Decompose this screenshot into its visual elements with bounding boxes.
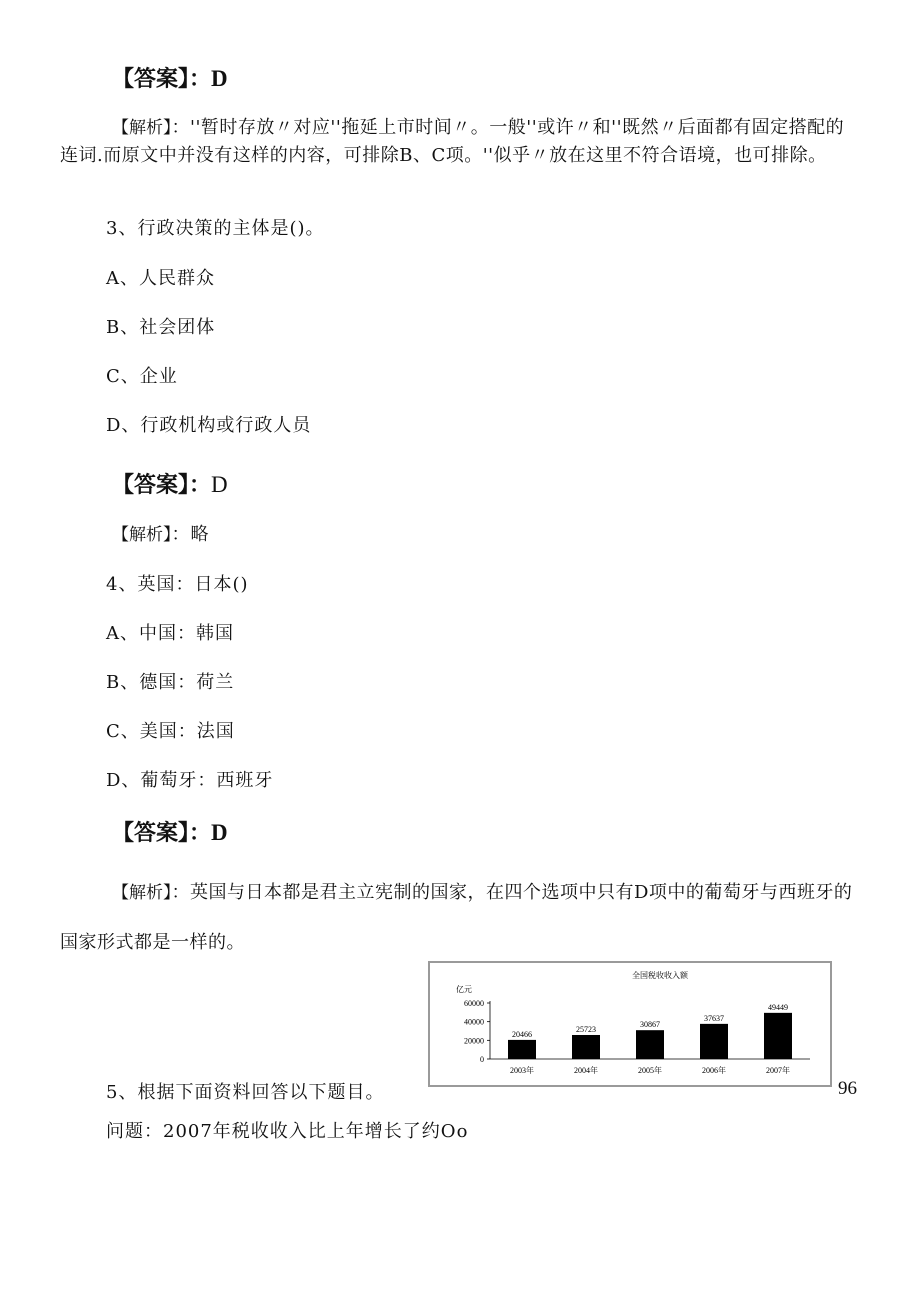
x-tick-label: 2006年 xyxy=(702,1066,726,1075)
answer-separator: ： xyxy=(189,473,212,498)
explain-label: 【解析】 xyxy=(112,118,172,138)
q4-answer xyxy=(112,816,228,847)
answer-value: D xyxy=(211,66,228,91)
bar-value-label: 30867 xyxy=(640,1020,660,1030)
q4-option-c: C、美国：法国 xyxy=(106,721,235,742)
bar-value-label: 37637 xyxy=(704,1013,724,1023)
x-tick-label: 2005年 xyxy=(638,1066,662,1075)
answer-label: 【答案】 xyxy=(112,67,190,92)
explain-text: ：''暂时存放〃对应''拖延上市时间〃。一般''或许〃和''既然〃后面都有固定搭配的连词.而原文中并没有这样的内容，可排除B、C项。''似乎〃放在这里不符合语境，也可排除。 xyxy=(60,117,845,166)
q3-question: 3、行政决策的主体是()。 xyxy=(106,218,325,239)
explain-label: 【解析】 xyxy=(112,525,172,545)
q3-option-a: A、人民群众 xyxy=(106,268,215,289)
q4-question: 4、英国：日本() xyxy=(106,574,249,595)
x-tick-label: 2004年 xyxy=(574,1066,598,1075)
bar xyxy=(508,1040,536,1059)
answer-separator: ： xyxy=(189,67,212,92)
answer-value: D xyxy=(211,820,228,845)
q3-option-c: C、企业 xyxy=(106,366,178,387)
q4-option-b: B、德国：荷兰 xyxy=(106,672,235,693)
q3-explanation xyxy=(112,520,210,546)
y-tick-label: 20000 xyxy=(464,1036,484,1046)
answer-value: D xyxy=(211,472,228,497)
explain-text: ：英国与日本都是君主立宪制的国家，在四个选项中只有D项中的葡萄牙与西班牙的国家形式都是一样的。 xyxy=(60,882,853,953)
bar-value-label: 49449 xyxy=(768,1002,788,1012)
bar xyxy=(572,1035,600,1059)
q2-explanation xyxy=(60,114,860,170)
answer-separator: ： xyxy=(189,821,212,846)
answer-label: 【答案】 xyxy=(112,473,190,498)
explain-label: 【解析】 xyxy=(112,883,172,903)
y-tick-label: 0 xyxy=(480,1055,484,1064)
y-tick-label: 60000 xyxy=(464,999,484,1008)
q4-option-a: A、中国：韩国 xyxy=(106,623,234,644)
chart-title: 全国税收收入额 xyxy=(632,971,688,980)
tax-revenue-chart xyxy=(428,961,832,1087)
bar-value-label: 20466 xyxy=(512,1029,532,1039)
chart-y-unit: 亿元 xyxy=(456,985,472,994)
bar-value-label: 25723 xyxy=(576,1024,596,1034)
q5-question: 5、根据下面资料回答以下题目。 xyxy=(106,1082,385,1103)
y-tick-label: 40000 xyxy=(464,1017,484,1027)
q3-option-b: B、社会团体 xyxy=(106,317,216,338)
page-number: 96 xyxy=(838,1078,857,1099)
bar xyxy=(700,1024,728,1059)
q3-answer xyxy=(112,468,228,499)
bar xyxy=(764,1013,792,1059)
bar xyxy=(636,1030,664,1059)
explain-text: ：略 xyxy=(171,524,210,545)
answer-label: 【答案】 xyxy=(112,821,190,846)
chart-svg xyxy=(430,963,830,1085)
q4-option-d: D、葡萄牙：西班牙 xyxy=(106,770,274,791)
q2-answer xyxy=(112,62,228,93)
x-tick-label: 2007年 xyxy=(766,1066,790,1075)
q5-problem: 问题：2007年税收收入比上年增长了约Oo xyxy=(106,1121,469,1142)
x-tick-label: 2003年 xyxy=(510,1066,534,1075)
q4-explanation xyxy=(60,868,860,968)
chart-bars xyxy=(508,1003,792,1075)
q3-option-d: D、行政机构或行政人员 xyxy=(106,415,312,436)
